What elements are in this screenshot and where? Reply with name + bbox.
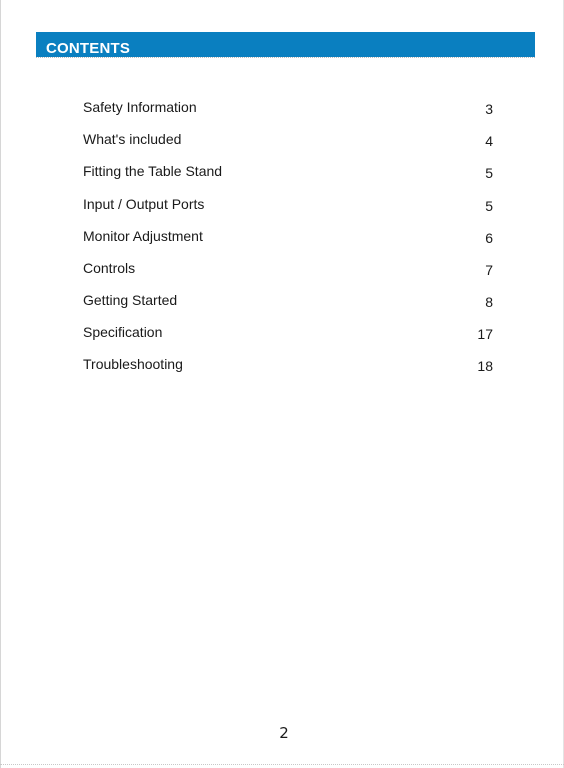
toc-entry[interactable] bbox=[83, 228, 493, 246]
contents-header-bar bbox=[36, 32, 535, 57]
toc-entry-label: What's included bbox=[83, 131, 182, 147]
toc-entry[interactable] bbox=[83, 324, 493, 342]
toc-entry-label: Getting Started bbox=[83, 292, 178, 308]
toc-entry-page: 4 bbox=[485, 133, 493, 149]
toc-entry-page: 5 bbox=[485, 165, 493, 181]
page-border-bottom bbox=[0, 764, 564, 765]
toc-entry-label: Monitor Adjustment bbox=[83, 228, 203, 244]
header-underline bbox=[36, 57, 535, 58]
toc-entry-page: 18 bbox=[477, 358, 493, 374]
toc-entry-label: Controls bbox=[83, 260, 136, 276]
toc-entry[interactable] bbox=[83, 99, 493, 117]
contents-title: CONTENTS bbox=[46, 40, 131, 57]
toc-entry-label: Troubleshooting bbox=[83, 356, 183, 372]
toc-entry[interactable] bbox=[83, 260, 493, 278]
toc-entry-page: 6 bbox=[485, 230, 493, 246]
page-number: 2 bbox=[279, 724, 289, 742]
toc-entry[interactable] bbox=[83, 356, 493, 374]
toc-entry-label: Fitting the Table Stand bbox=[83, 163, 223, 179]
toc-entry[interactable] bbox=[83, 292, 493, 310]
toc-entry[interactable] bbox=[83, 196, 493, 214]
toc-entry[interactable] bbox=[83, 131, 493, 149]
toc-entry-page: 7 bbox=[485, 262, 493, 278]
page-border-left bbox=[0, 0, 1, 768]
toc-entry-page: 3 bbox=[485, 101, 493, 117]
toc-entry[interactable] bbox=[83, 163, 493, 181]
toc-entry-label: Safety Information bbox=[83, 99, 197, 115]
toc-entry-page: 17 bbox=[477, 326, 493, 342]
toc-entry-label: Specification bbox=[83, 324, 163, 340]
toc-entry-label: Input / Output Ports bbox=[83, 196, 205, 212]
toc-entry-page: 5 bbox=[485, 198, 493, 214]
toc-entry-page: 8 bbox=[485, 294, 493, 310]
